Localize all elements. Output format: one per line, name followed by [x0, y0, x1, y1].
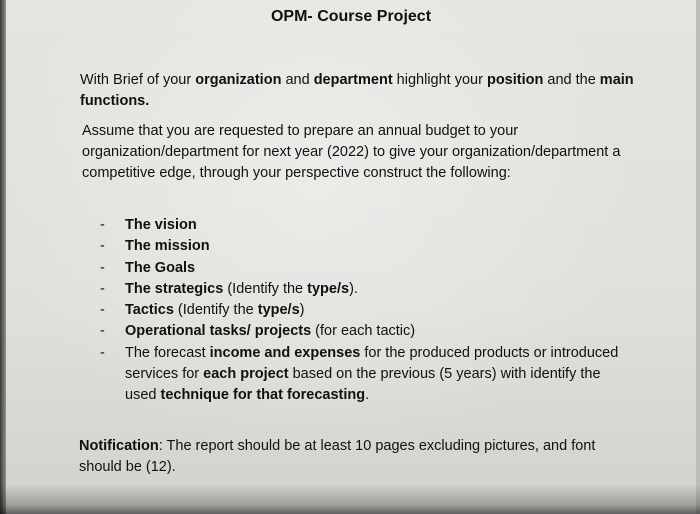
intro-department: department [313, 72, 393, 88]
item-forecast-a: The forecast [125, 344, 210, 361]
page-title: OPM- Course Project [270, 8, 432, 25]
item-goals-text: The Goals [125, 259, 196, 276]
intro-text-and: and [281, 72, 314, 88]
item-tactics-type: type/s [257, 302, 300, 319]
item-vision-text: The vision [125, 217, 197, 233]
item-forecast-c: for the produced products or introduced services for [125, 344, 619, 383]
requirements-list [100, 215, 620, 407]
intro-functions: main functions. [80, 72, 634, 109]
list-item-tactics [100, 300, 620, 321]
item-strategics-bold: The strategics [125, 280, 224, 297]
item-forecast-e: based on the previous (5 years) with identify the used [125, 366, 601, 404]
item-strategics-rest: (Identify the [223, 280, 308, 297]
list-item-forecast [100, 343, 620, 407]
intro-paragraph [80, 70, 640, 112]
list-item-strategics [100, 279, 620, 300]
list-item-goals [100, 258, 620, 279]
item-strategics-end: ). [349, 280, 358, 297]
intro-text-1: With Brief of your [80, 72, 196, 88]
document-page [6, 0, 696, 514]
assume-paragraph: Assume that you are requested to prepare an annual budget to your organization/department for next year (2022) to give your organization/department a competitive edge, through your perspective construct the following: [82, 123, 621, 181]
item-operational-bold: Operational tasks/ projects [125, 323, 312, 340]
intro-text-2: highlight your [392, 72, 487, 88]
item-tactics-bold: Tactics [125, 302, 174, 319]
list-item-mission [100, 236, 620, 257]
intro-organization: organization [195, 72, 282, 88]
item-strategics-type: type/s [307, 280, 350, 297]
notification-paragraph [79, 436, 639, 478]
notification-text: : The report should be at least 10 pages excluding pictures, and font should be (12). [79, 438, 596, 475]
item-forecast-g: . [365, 387, 370, 404]
list-item-vision [100, 215, 620, 236]
item-forecast-f: technique for that forecasting [160, 387, 366, 404]
intro-text-3: and the [543, 72, 600, 88]
item-forecast-b: income and expenses [209, 344, 361, 361]
item-operational-rest: (for each tactic) [311, 323, 416, 340]
item-tactics-rest: (Identify the [173, 302, 258, 319]
item-forecast-d: each project [203, 366, 289, 383]
list-item-operational [100, 321, 620, 342]
intro-position: position [486, 72, 544, 88]
item-tactics-end: ) [299, 302, 305, 319]
notification-label: Notification [79, 438, 159, 454]
item-mission-text: The mission [125, 238, 210, 255]
